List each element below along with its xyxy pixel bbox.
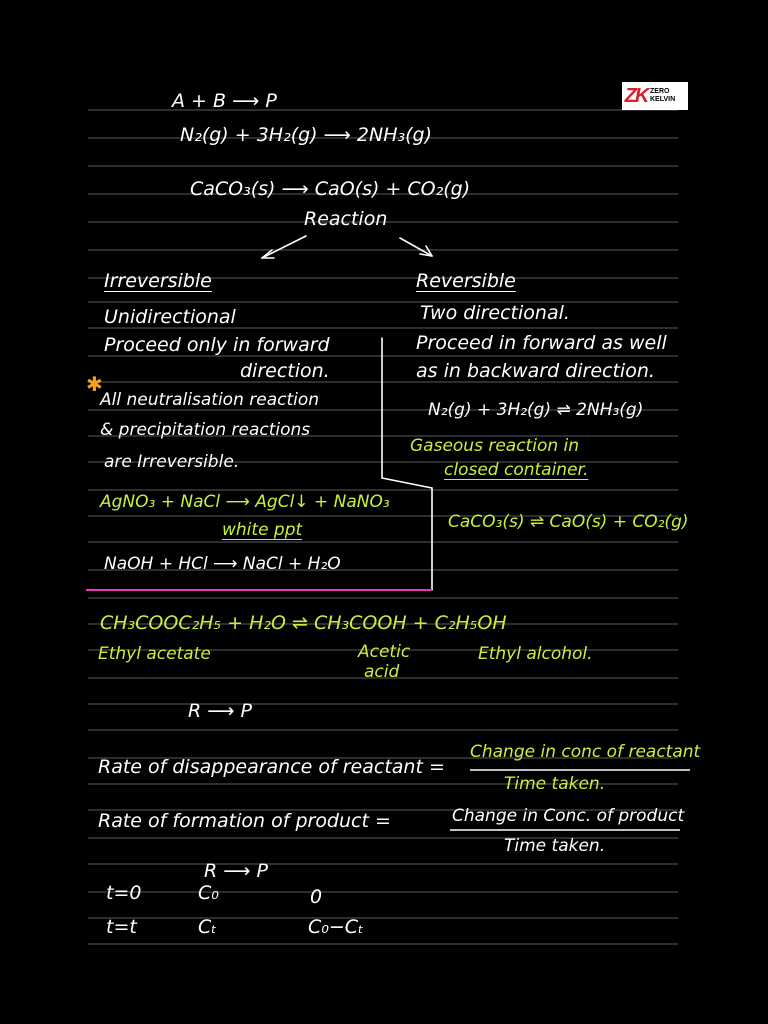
irreversible-point-2a: Proceed only in forward [104,334,330,356]
row2-time: t=t [106,916,137,938]
reaction-heading: Reaction [304,208,388,230]
logo-line1: ZERO [650,88,670,95]
irreversible-heading: Irreversible [104,270,212,292]
white-ppt-note: white ppt [222,520,303,540]
reversible-caco3-equation: CaCO₃(s) ⇌ CaO(s) + CO₂(g) [448,512,689,532]
row2-product: C₀−Cₜ [308,916,364,938]
row1-product: 0 [310,886,323,908]
reversible-heading: Reversible [416,270,516,292]
equation-abp: A + B ⟶ P [172,90,277,112]
reversible-haber-equation: N₂(g) + 3H₂(g) ⇌ 2NH₃(g) [428,400,644,420]
rate-disappearance-numerator: Change in conc of reactant [470,742,701,762]
ethyl-acetate-label: Ethyl acetate [98,644,211,664]
zero-kelvin-logo [622,82,688,110]
reversible-point-1: Two directional. [420,302,570,324]
equation-haber: N₂(g) + 3H₂(g) ⟶ 2NH₃(g) [180,124,433,146]
ethyl-alcohol-label: Ethyl alcohol. [478,644,593,664]
logo-mark: ZK [624,84,648,107]
row1-time: t=0 [106,882,142,904]
rate-formation-denominator: Time taken. [504,836,606,856]
star-icon: ✱ [86,372,103,396]
reversible-point-2a: Proceed in forward as well [416,332,667,354]
equation-caco3: CaCO₃(s) ⟶ CaO(s) + CO₂(g) [190,178,471,200]
gaseous-note-b: closed container. [444,460,589,480]
gaseous-note-a: Gaseous reaction in [410,436,580,456]
neutralisation-equation: NaOH + HCl ⟶ NaCl + H₂O [104,554,341,574]
irreversible-point-3b: & precipitation reactions [100,420,311,440]
irreversible-point-1: Unidirectional [104,306,236,328]
irreversible-point-3c: are Irreversible. [104,452,240,472]
rate-formation-label: Rate of formation of product = [98,810,391,832]
r-to-p: R ⟶ P [188,700,252,722]
ester-hydrolysis-equation: CH₃COOC₂H₅ + H₂O ⇌ CH₃COOH + C₂H₅OH [100,612,507,634]
irreversible-point-2b: direction. [240,360,330,382]
logo-line2: KELVIN [650,96,676,103]
acetic-acid-label-b: acid [364,662,400,682]
irreversible-point-3a: All neutralisation reaction [100,390,320,410]
acetic-acid-label-a: Acetic [358,642,411,662]
table-header-r-p: R ⟶ P [204,860,268,882]
precipitation-equation: AgNO₃ + NaCl ⟶ AgCl↓ + NaNO₃ [100,492,390,512]
rate-disappearance-denominator: Time taken. [504,774,606,794]
reversible-point-2b: as in backward direction. [416,360,655,382]
rate-formation-numerator: Change in Conc. of product [452,806,685,826]
rate-disappearance-label: Rate of disappearance of reactant = [98,756,445,778]
row2-reactant: Cₜ [198,916,217,938]
branch-arrow-left [262,236,306,258]
row1-reactant: C₀ [198,882,219,904]
